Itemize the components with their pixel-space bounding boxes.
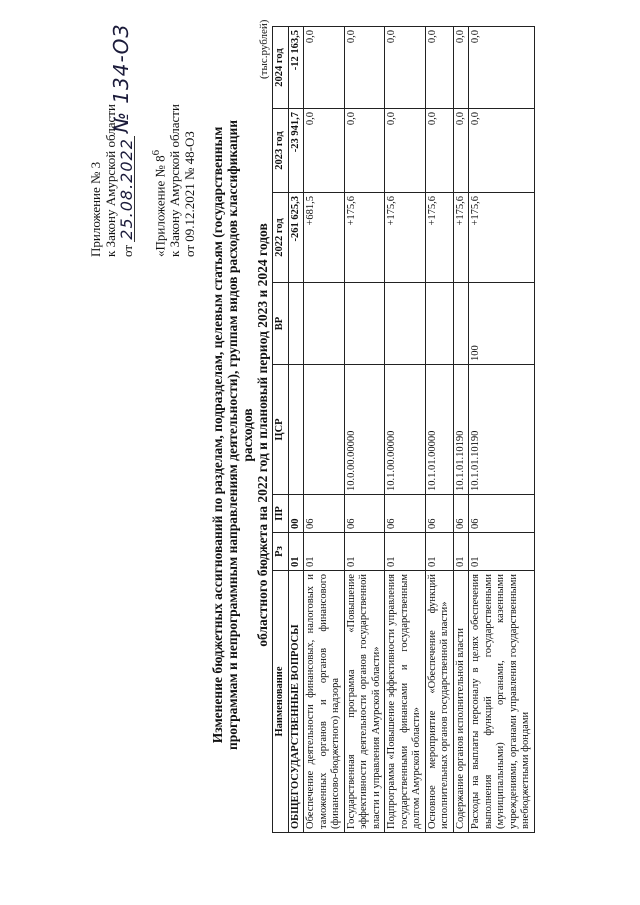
- col-header-name: Наименование: [273, 571, 289, 833]
- appendix-date-prefix: от: [120, 244, 135, 257]
- appendix-law: к Закону Амурской области: [103, 104, 118, 257]
- document-title: [210, 115, 270, 755]
- cell-rz: 01: [385, 533, 426, 571]
- title-line-3: областного бюджета на 2022 год и плановый период 2023 и 2024 годов: [255, 223, 270, 647]
- cell-2022: +175,6: [453, 193, 469, 283]
- appendix2-law: к Закону Амурской области: [167, 104, 183, 257]
- table-row: [344, 27, 385, 833]
- cell-2022: +175,6: [344, 193, 385, 283]
- cell-2024: -12 163,5: [288, 27, 304, 109]
- cell-vr: [385, 283, 426, 365]
- cell-2022: +175,6: [425, 193, 453, 283]
- cell-csr: [304, 365, 345, 495]
- budget-table: [272, 26, 535, 833]
- cell-name: Содержание органов исполнительной власти: [453, 571, 469, 833]
- cell-name: Государственная программа «Повышение эффективности деятельности органов государственной власти и управления Амурской области»: [344, 571, 385, 833]
- title-line-2: программам и непрограммным направлениям деятельности), группам видов расходов классификации расходов: [225, 119, 255, 751]
- cell-2024: 0,0: [304, 27, 345, 109]
- handwritten-date: 25.08.2022: [117, 138, 136, 240]
- cell-rz: 01: [469, 533, 535, 571]
- cell-name: Подпрограмма «Повышение эффективности управления государственными финансами и государственным долгом Амурской области»: [385, 571, 426, 833]
- cell-2023: 0,0: [469, 109, 535, 193]
- cell-2023: 0,0: [344, 109, 385, 193]
- table-row: [385, 27, 426, 833]
- cell-rz: 01: [288, 533, 304, 571]
- table-row: [453, 27, 469, 833]
- col-header-2023: 2023 год: [273, 109, 289, 193]
- appendix2-label-line: [149, 37, 167, 257]
- cell-2023: 0,0: [304, 109, 345, 193]
- table-header-row: [273, 27, 289, 833]
- cell-csr: 10.1.01.00000: [425, 365, 453, 495]
- table-row: [469, 27, 535, 833]
- col-header-pr: ПР: [273, 495, 289, 533]
- col-header-rz: Рз: [273, 533, 289, 571]
- cell-pr: 00: [288, 495, 304, 533]
- cell-2023: 0,0: [453, 109, 469, 193]
- cell-pr: 06: [425, 495, 453, 533]
- table-body: [288, 27, 534, 833]
- appendix2-date: от 09.12.2021 № 48-ОЗ: [182, 131, 198, 257]
- appendix2-label: «Приложение № 8: [152, 155, 168, 257]
- cell-pr: 06: [385, 495, 426, 533]
- cell-2022: +175,6: [385, 193, 426, 283]
- cell-pr: 06: [304, 495, 345, 533]
- cell-pr: 06: [344, 495, 385, 533]
- cell-2023: 0,0: [385, 109, 426, 193]
- cell-2024: 0,0: [344, 27, 385, 109]
- table-row: [288, 27, 304, 833]
- cell-csr: [288, 365, 304, 495]
- cell-pr: 06: [469, 495, 535, 533]
- cell-rz: 01: [453, 533, 469, 571]
- cell-2022: +175,6: [469, 193, 535, 283]
- col-header-2022: 2022 год: [273, 193, 289, 283]
- handwritten-number: № 134-ОЗ: [109, 23, 133, 133]
- cell-vr: [304, 283, 345, 365]
- cell-rz: 01: [344, 533, 385, 571]
- cell-name: Обеспечение деятельности финансовых, налоговых и таможенных органов и органов финансового (финансово-бюджетного) надзора: [304, 571, 345, 833]
- cell-vr: [425, 283, 453, 365]
- appendix-label: Приложение № 3: [88, 161, 103, 257]
- cell-2024: 0,0: [385, 27, 426, 109]
- units-label: (тыс.рублей): [258, 19, 270, 79]
- cell-csr: 10.1.01.10190: [469, 365, 535, 495]
- cell-csr: 10.0.00.00000: [344, 365, 385, 495]
- appendix-header: [88, 23, 198, 257]
- col-header-vr: ВР: [273, 283, 289, 365]
- cell-2022: +681,5: [304, 193, 345, 283]
- cell-name: Основное мероприятие «Обеспечение функций исполнительных органов государственной власти»: [425, 571, 453, 833]
- cell-vr: 100: [469, 283, 535, 365]
- cell-csr: 10.1.00.00000: [385, 365, 426, 495]
- cell-2023: 0,0: [425, 109, 453, 193]
- cell-name: ОБЩЕГОСУДАРСТВЕННЫЕ ВОПРОСЫ: [288, 571, 304, 833]
- cell-2024: 0,0: [453, 27, 469, 109]
- cell-vr: [344, 283, 385, 365]
- cell-csr: 10.1.01.10190: [453, 365, 469, 495]
- cell-pr: 06: [453, 495, 469, 533]
- cell-name: Расходы на выплаты персоналу в целях обеспечения выполнения функций государственными (муниципальными) органами, казенными учреждениями, органами управления государственными внебюджетными фондами: [469, 571, 535, 833]
- table-row: [304, 27, 345, 833]
- cell-2024: 0,0: [425, 27, 453, 109]
- title-line-1: Изменение бюджетных ассигнований по разделам, подразделам, целевым статьям (государственным: [210, 126, 225, 744]
- col-header-2024: 2024 год: [273, 27, 289, 109]
- cell-rz: 01: [425, 533, 453, 571]
- appendix2-superscript: 6: [150, 149, 162, 156]
- col-header-csr: ЦСР: [273, 365, 289, 495]
- cell-vr: [288, 283, 304, 365]
- cell-rz: 01: [304, 533, 345, 571]
- cell-2024: 0,0: [469, 27, 535, 109]
- cell-2022: -261 625,3: [288, 193, 304, 283]
- cell-2023: -23 941,7: [288, 109, 304, 193]
- cell-vr: [453, 283, 469, 365]
- table-row: [425, 27, 453, 833]
